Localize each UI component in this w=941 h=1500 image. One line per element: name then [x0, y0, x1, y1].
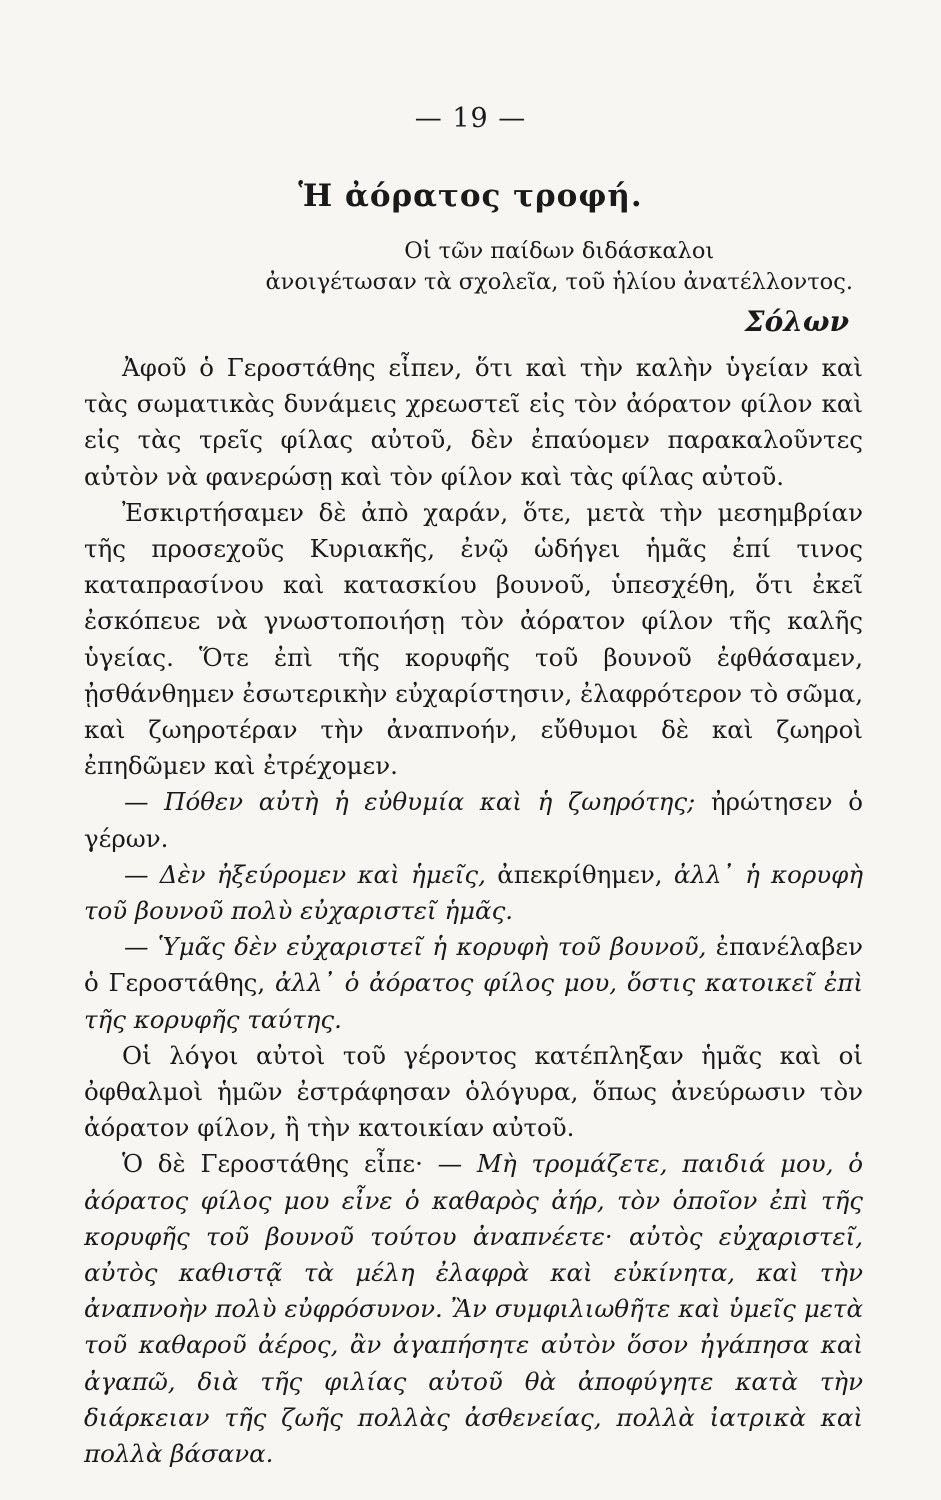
narration-text: ἀπεκρίθημεν, — [485, 859, 674, 889]
paragraph-2: Ἐσκιρτήσαμεν δὲ ἀπὸ χαράν, ὅτε, μετὰ τὴν μεσημβρίαν τῆς προσεχοῦς Κυριακῆς, ἐνῷ ὡδήγει ἡμᾶς ἐπί τινος καταπρασίνου καὶ κατασκίου βουνοῦ, ὑπεσχέθη, ὅτι ἐκεῖ ἐσκόπευε νὰ γνωστοποιήσῃ τὸν ἀόρατον φίλον τῆς καλῆς ὑγείας. Ὅτε ἐπὶ τῆς κορυφῆς τοῦ βουνοῦ ἐφθάσαμεν, ᾐσθάνθημεν ἐσωτερικὴν εὐχαρίστησιν, ἐλαφρότερον τὸ σῶμα, καὶ ζωηροτέραν τὴν ἀναπνοήν, εὔθυμοι δὲ καὶ ζωηροὶ ἐπηδῶμεν καὶ ἐτρέχομεν. — [84, 497, 863, 781]
narration-text: Ὁ δὲ Γεροστάθης εἶπε· — [122, 1149, 438, 1179]
epigraph-line-2: ἀνοιγέτωσαν τὰ σχολεῖα, τοῦ ἡλίου ἀνατέλλοντος. — [265, 269, 853, 295]
narration-text: ἠρώτησεν ὁ γέρων. — [84, 787, 863, 853]
dialog-text: — Πόθεν αὐτὴ ἡ εὐθυμία καὶ ἡ ζωηρότης; — [124, 787, 696, 817]
dialog-text: — Μὴ τρομάζετε, παιδιά μου, ὁ ἀόρατος φίλος μου εἶνε ὁ καθαρὸς ἀήρ, τὸν ὁποῖον ἐπὶ τῆς κορυφῆς τοῦ βουνοῦ τούτου ἀναπνέετε· αὐτὸς εὐχαριστεῖ, αὐτὸς καθιστᾷ τὰ μέλη ἐλαφρὰ καὶ εὐκίνητα, καὶ τὴν ἀναπνοὴν πολὺ εὐφρόσυνον. Ἂν συμφιλιωθῆτε καὶ ὑμεῖς μετὰ τοῦ καθαροῦ ἀέρος, ἂν ἀγαπήσητε αὐτὸν ὅσον ἠγάπησα καὶ ἀγαπῶ, διὰ τῆς φιλίας αὐτοῦ θὰ ἀποφύγητε κατὰ τὴν διάρκειαν τῆς ζωῆς πολλὰς ἀσθενείας, πολλὰ ἰατρικὰ καὶ πολλὰ βάσανα. — [84, 1149, 863, 1469]
dialog-text: ἀλλ᾿ ὁ ἀόρατος φίλος μου, ὅστις κατοικεῖ ἐπὶ τῆς κορυφῆς ταύτης. — [84, 968, 863, 1034]
dialog-text: — Ὑμᾶς δὲν εὐχαριστεῖ ἡ κορυφὴ τοῦ βουνοῦ, — [124, 932, 707, 962]
narration-text: ἐπανέλαβεν ὁ Γεροστάθης, — [84, 932, 864, 998]
epigraph-line-1: Οἱ τῶν παίδων διδάσκαλοι — [404, 238, 715, 264]
dialog-text: — Δὲν ἠξεύρομεν καὶ ἡμεῖς, — [124, 859, 486, 889]
paragraph-4 — [84, 857, 863, 929]
paragraph-5 — [84, 929, 863, 1038]
paragraph-3 — [84, 784, 863, 856]
chapter-title: Ἡ ἀόρατος τροφή. — [298, 178, 643, 214]
page-number: — 19 — — [414, 103, 527, 134]
epigraph-author: Σόλων — [744, 305, 849, 338]
paragraph-1: Ἀφοῦ ὁ Γεροστάθης εἶπεν, ὅτι καὶ τὴν καλὴν ὑγείαν καὶ τὰς σωματικὰς δυνάμεις χρεωστεῖ εἰς τὸν ἀόρατον φίλον καὶ εἰς τὰς τρεῖς φίλας αὐτοῦ, δὲν ἐπαύομεν παρακαλοῦντες αὐτὸν νὰ φανερώσῃ καὶ τὸν φίλον καὶ τὰς φίλας αὐτοῦ. — [84, 353, 863, 491]
paragraph-7 — [84, 1146, 863, 1472]
paragraph-6: Οἱ λόγοι αὐτοὶ τοῦ γέροντος κατέπληξαν ἡμᾶς καὶ οἱ ὀφθαλμοὶ ἡμῶν ἐστράφησαν ὁλόγυρα, ὅπως ἀνεύρωσιν τὸν ἀόρατον φίλον, ἢ τὴν κατοικίαν αὐτοῦ. — [84, 1040, 863, 1143]
epigraph — [265, 236, 853, 298]
dialog-text: ἀλλ᾿ ἡ κορυφὴ τοῦ βουνοῦ πολὺ εὐχαριστεῖ ἡμᾶς. — [84, 859, 863, 926]
body-text — [84, 350, 863, 1472]
